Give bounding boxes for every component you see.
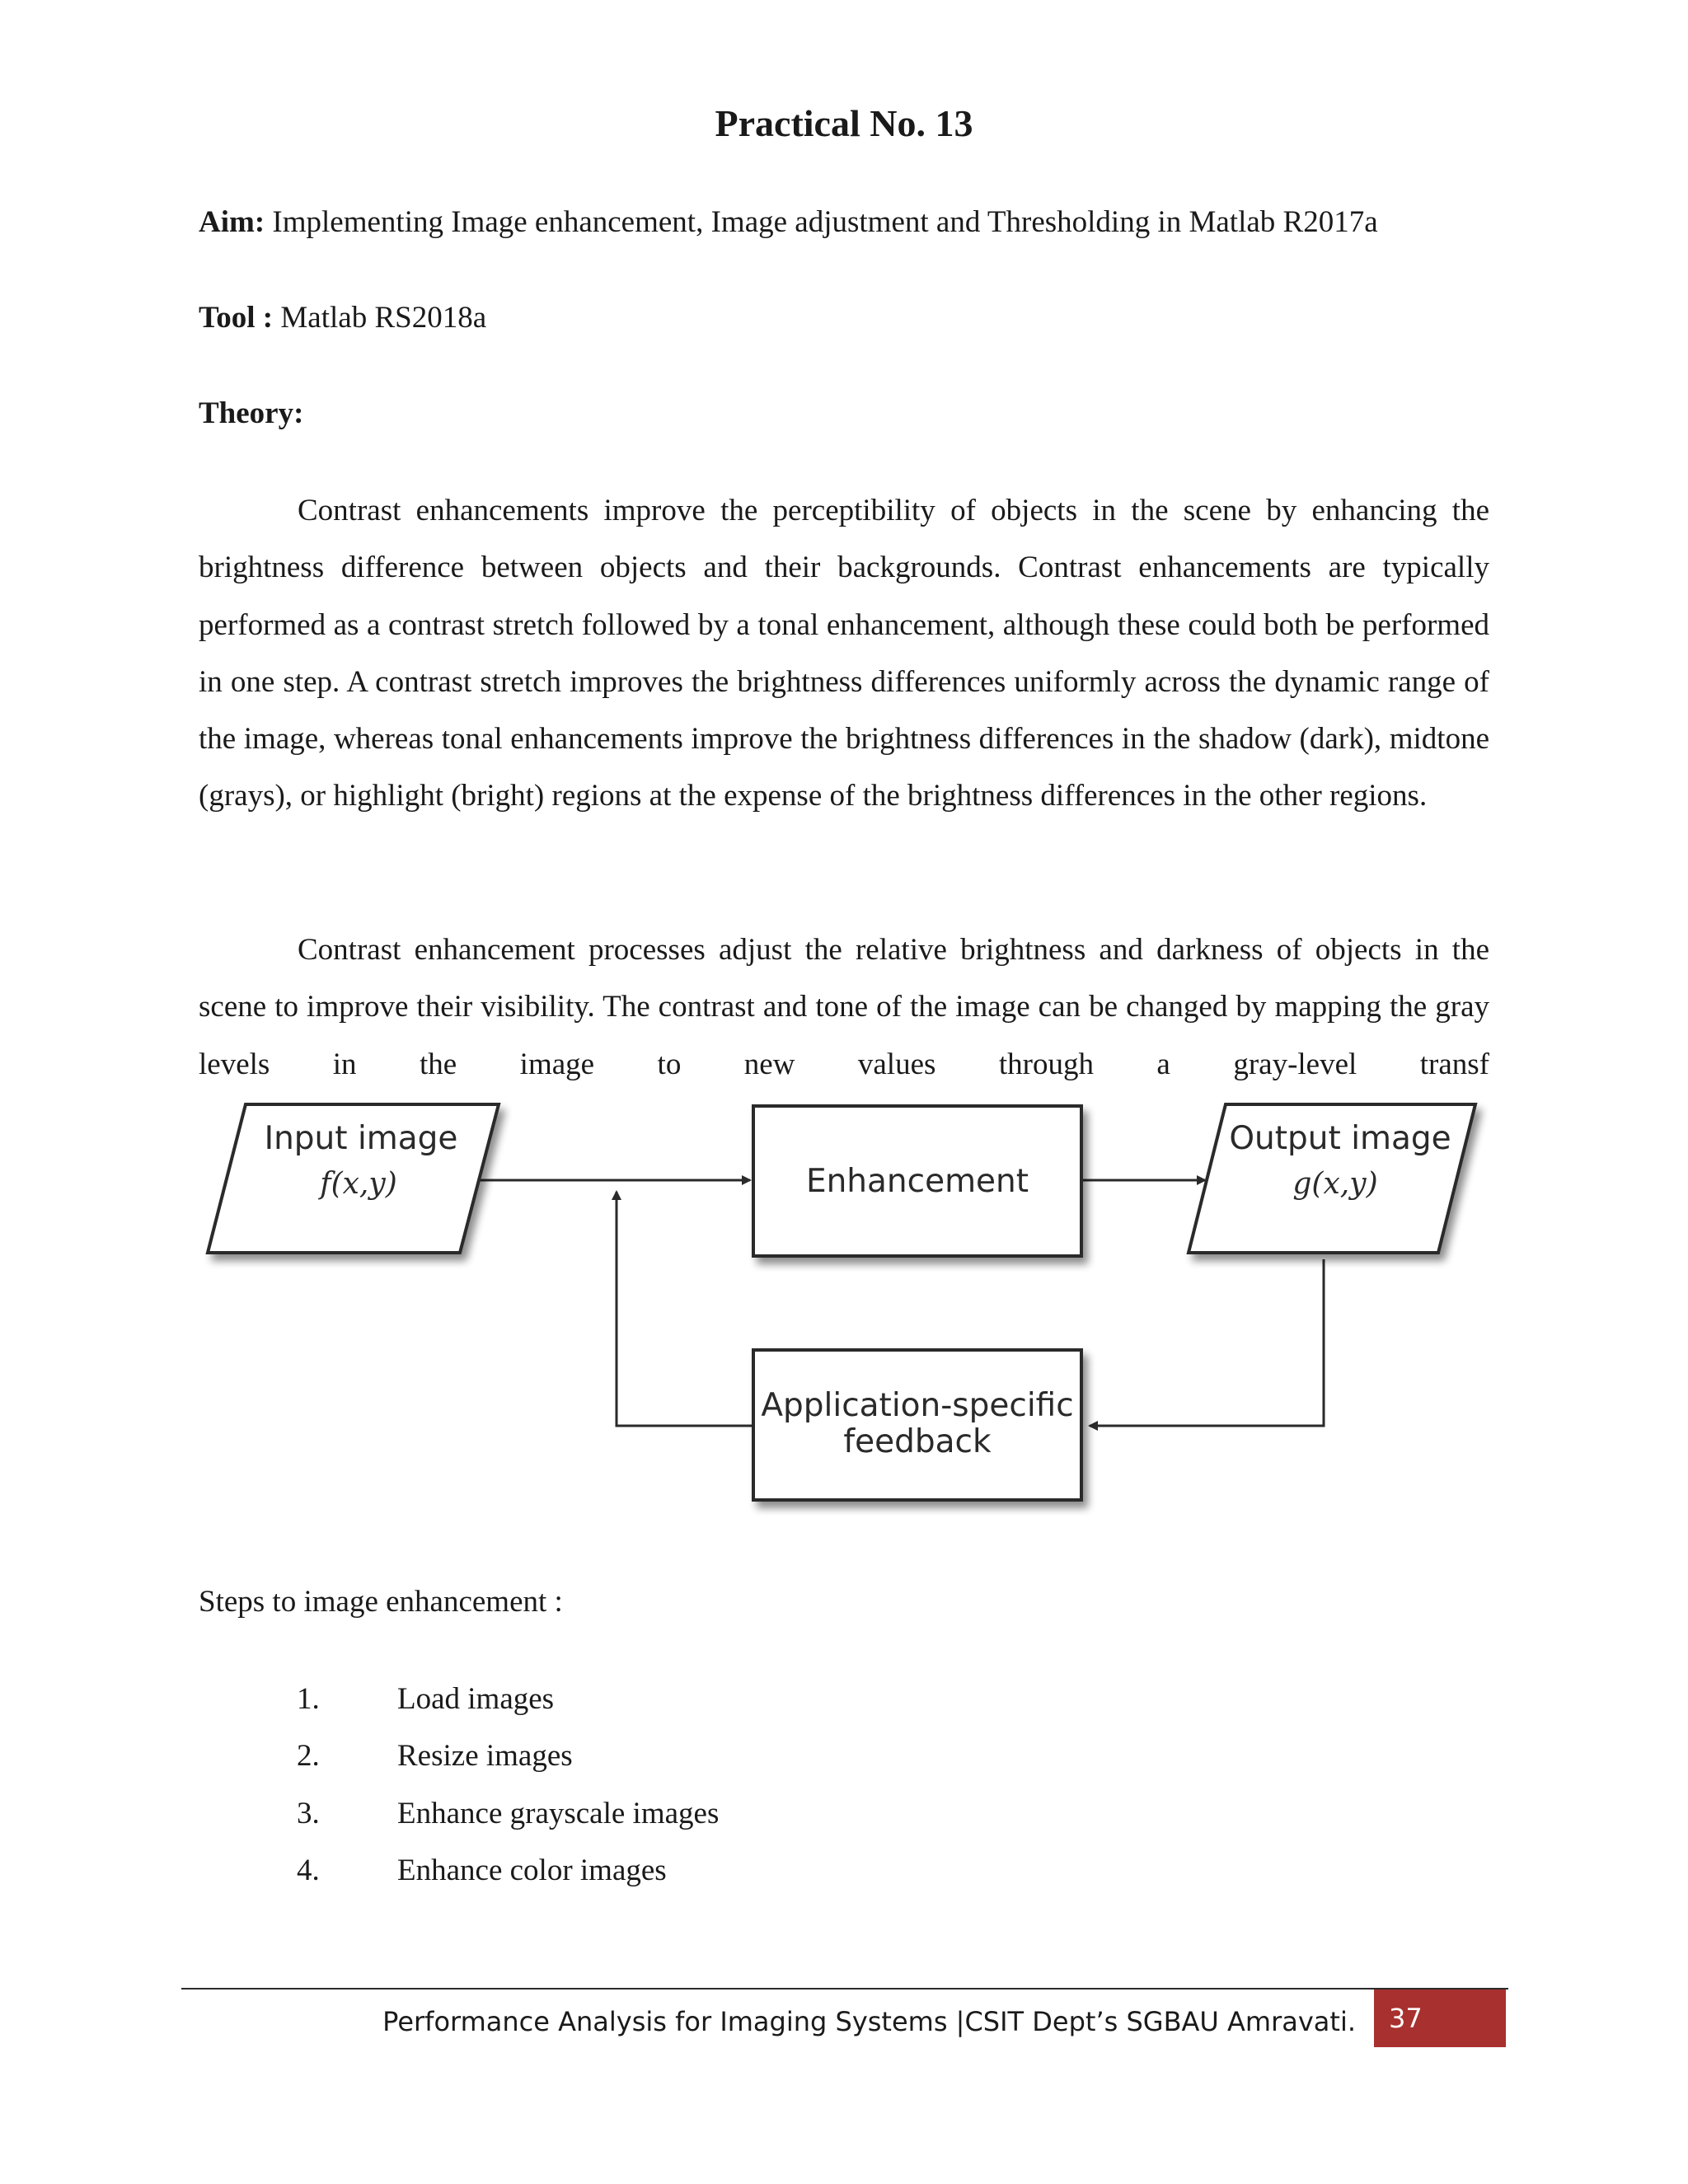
page-title: Practical No. 13 [715,102,973,144]
steps-heading: Steps to image enhancement : [199,1585,563,1619]
footer-divider [181,1988,1508,1990]
list-item-number: 2. [297,1739,320,1774]
feedback-label-line1: Application-specific [761,1387,1074,1424]
theory-label: Theory: [199,396,304,430]
output-image-node [1189,1104,1475,1253]
feedback-label-line2: feedback [843,1423,992,1460]
list-item [297,1678,719,1735]
output-image-label: Output image [1229,1120,1451,1157]
list-item [297,1793,719,1849]
paragraph-text: Contrast enhancements improve the perceptibility of objects in the scene by enhancing the brightness difference between objects and their backgrounds. Contrast enhancements are typically performed as a contrast stretch followed by a tonal enhancement, although these could both be performed in one step. A contrast stretch improves the brightness differences uniformly across the dynamic range of the image, whereas tonal enhancements improve the brightness differences in the shadow (dark), midtone (grays), or highlight (bright) regions at the expense of the brightness differences in the other regions. [199,494,1489,813]
feedback-node [753,1350,1081,1500]
tool-text: Matlab RS2018a [273,301,487,335]
input-image-label: Input image [264,1120,458,1157]
list-item-number: 4. [297,1853,320,1887]
theory-heading [199,392,1489,435]
theory-paragraph-1 [199,482,1489,825]
arrow-output-to-feedback [1090,1259,1324,1426]
input-image-math: f(x,y) [320,1167,397,1201]
enhancement-label: Enhancement [805,1163,1029,1200]
arrow-feedback-to-input [617,1192,753,1426]
list-item-text: Enhance color images [397,1853,667,1887]
enhancement-node [753,1106,1081,1256]
list-item-text: Load images [397,1682,555,1716]
list-item-number: 3. [297,1796,320,1830]
aim-label: Aim: [199,205,265,239]
list-item-text: Enhance grayscale images [397,1796,720,1830]
list-item-text: Resize images [397,1739,573,1774]
list-item [297,1849,719,1906]
tool-label: Tool : [199,301,274,335]
theory-paragraph-2 [199,921,1489,1093]
footer-text: Performance Analysis for Imaging Systems |CSIT Dept’s SGBAU Amravati. [382,2006,1356,2037]
paragraph-text: Contrast enhancement processes adjust the relative brightness and darkness of objects in the scene to improve their visibility. The contrast and tone of the image can be changed by mapping the gray levels in the image to new values through a gray-level transf [199,933,1489,1081]
aim-text: Implementing Image enhancement, Image adjustment and Thresholding in Matlab R2017a [265,205,1378,239]
aim-line [199,201,1489,244]
input-image-node [208,1104,499,1253]
output-image-math: g(x,y) [1292,1167,1378,1201]
tool-line [199,297,1489,340]
list-item-number: 1. [297,1682,320,1716]
steps-list [297,1678,719,1906]
list-item [297,1735,719,1792]
page-number-badge: 37 [1374,1990,1506,2047]
enhancement-flow-diagram [198,1088,1500,1516]
